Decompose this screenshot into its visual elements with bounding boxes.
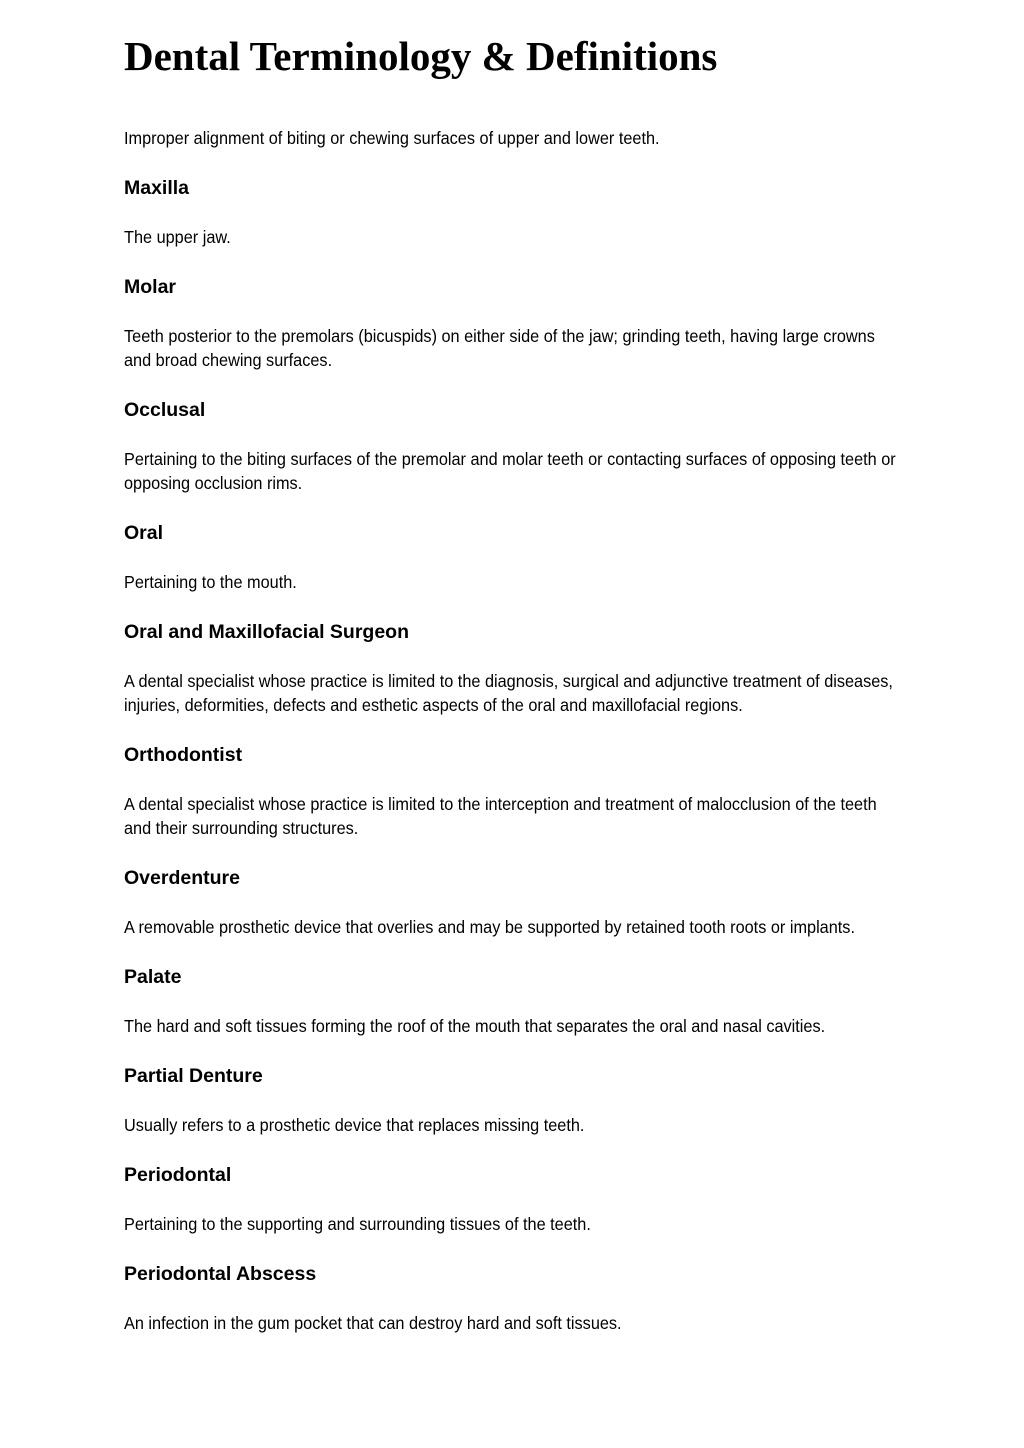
term-definition: Teeth posterior to the premolars (bicuspids) on either side of the jaw; grinding teeth, having large crowns and broad chewing surfaces. [124,326,875,370]
glossary-entry-oral-maxillofacial-surgeon [124,620,914,717]
glossary-entry-oral [124,521,914,594]
glossary-entry-orthodontist [124,743,914,840]
document-page [124,30,914,1361]
term-heading: Palate [124,966,182,988]
glossary-entry-molar [124,275,914,372]
glossary-entry-palate [124,965,914,1038]
term-heading: Maxilla [124,177,190,199]
glossary-entry-periodontal-abscess [124,1262,914,1335]
glossary-entry-partial-denture [124,1064,914,1137]
term-definition: The upper jaw. [124,227,231,247]
term-definition: A dental specialist whose practice is limited to the interception and treatment of malocclusion of the teeth and their surrounding structures. [124,794,877,838]
term-heading: Molar [124,276,177,298]
term-heading: Periodontal [124,1164,232,1186]
term-definition: A dental specialist whose practice is limited to the diagnosis, surgical and adjunctive treatment of diseases, injuries, deformities, defects and esthetic aspects of the oral and maxillofacial regions. [124,671,893,715]
term-heading: Oral and Maxillofacial Surgeon [124,621,409,643]
term-heading: Orthodontist [124,744,243,766]
term-heading: Periodontal Abscess [124,1263,317,1285]
term-definition: The hard and soft tissues forming the roof of the mouth that separates the oral and nasal cavities. [124,1016,826,1036]
term-heading: Partial Denture [124,1065,263,1087]
intro-definition: Improper alignment of biting or chewing surfaces of upper and lower teeth. [124,128,660,148]
glossary-entry-maxilla [124,176,914,249]
term-heading: Occlusal [124,399,206,421]
term-definition: Usually refers to a prosthetic device that replaces missing teeth. [124,1115,585,1135]
term-definition: Pertaining to the biting surfaces of the premolar and molar teeth or contacting surfaces of opposing teeth or opposing occlusion rims. [124,449,896,493]
glossary-entry-periodontal [124,1163,914,1236]
term-definition: Pertaining to the supporting and surrounding tissues of the teeth. [124,1214,591,1234]
glossary-entry-overdenture [124,866,914,939]
term-heading: Overdenture [124,867,240,889]
term-definition: Pertaining to the mouth. [124,572,297,592]
document-title: Dental Terminology & Definitions [124,33,718,79]
glossary-entry-occlusal [124,398,914,495]
term-heading: Oral [124,522,164,544]
term-definition: A removable prosthetic device that overlies and may be supported by retained tooth roots or implants. [124,917,855,937]
term-definition: An infection in the gum pocket that can destroy hard and soft tissues. [124,1313,622,1333]
